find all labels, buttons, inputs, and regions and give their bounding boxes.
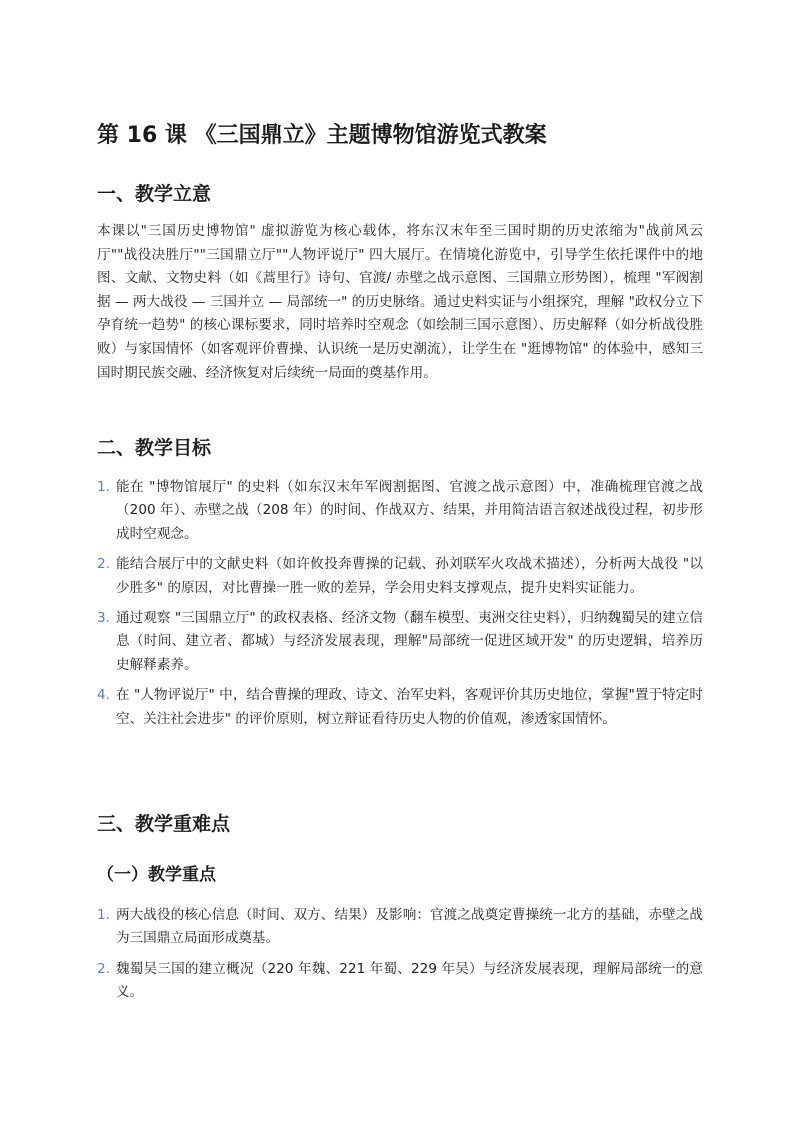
key-points-list [97, 904, 703, 1012]
list-item [97, 958, 703, 1005]
list-item [97, 553, 703, 600]
teaching-goals-list [97, 476, 703, 738]
subsection-heading-key-points: （一）教学重点 [97, 865, 216, 885]
list-item-text: 在 "人物评说厅" 中，结合曹操的理政、诗文、治军史料，客观评价其历史地位，掌握"置于特定时空、关注社会进步" 的评价原则，树立辩证看待历史人物的价值观，渗透家国情怀。 [116, 687, 703, 727]
list-item-text: 两大战役的核心信息（时间、双方、结果）及影响：官渡之战奠定曹操统一北方的基础，赤壁之战为三国鼎立局面形成奠基。 [116, 907, 703, 947]
section-heading-teaching-intent: 一、教学立意 [97, 183, 212, 205]
list-item-text: 通过观察 "三国鼎立厅" 的政权表格、经济文物（翻车模型、夷洲交往史料），归纳魏蜀吴的建立信息（时间、建立者、都城）与经济发展表现，理解"局部统一促进区域开发" 的历史逻辑，培养历史解释素养。 [116, 610, 703, 673]
list-number: 3. [97, 610, 110, 627]
list-number: 2. [97, 556, 110, 573]
list-item-text: 能在 "博物馆展厅" 的史料（如东汉末年军阀割据图、官渡之战示意图）中，准确梳理官渡之战（200 年）、赤壁之战（208 年）的时间、作战双方、结果，并用简洁语言叙述战役过程，初步形成时空观念。 [116, 479, 703, 542]
list-number: 1. [97, 907, 110, 923]
section-heading-key-difficult-points: 三、教学重难点 [97, 813, 231, 835]
list-item-text: 魏蜀吴三国的建立概况（220 年魏、221 年蜀、229 年吴）与经济发展表现，理解局部统一的意义。 [116, 960, 703, 1001]
list-item [97, 476, 703, 546]
document-title: 第 16 课 《三国鼎立》主题博物馆游览式教案 [97, 123, 547, 148]
list-item [97, 607, 703, 677]
list-item [97, 684, 703, 731]
section-heading-teaching-goals: 二、教学目标 [97, 437, 212, 459]
list-item-text: 能结合展厅中的文献史料（如许攸投奔曹操的记载、孙刘联军火攻战术描述），分析两大战役 "以少胜多" 的原因，对比曹操一胜一败的差异，学会用史料支撑观点，提升史料实证能力。 [116, 556, 703, 596]
list-number: 1. [97, 479, 110, 495]
list-number: 2. [97, 960, 110, 977]
list-number: 4. [97, 687, 110, 704]
teaching-intent-paragraph: 本课以"三国历史博物馆" 虚拟游览为核心载体，将东汉末年至三国时期的历史浓缩为"战前风云厅""战役决胜厅""三国鼎立厅""人物评说厅" 四大展厅。在情境化游览中，引导学生依托课件中的地图、文献、文物史料（如《蒿里行》诗句、官渡/ 赤壁之战示意图、三国鼎立形势图），梳理 "军阀割据 — 两大战役 — 三国并立 — 局部统一" 的历史脉络。通过史料实证与小组探究，理解 "政权分立下孕育统一趋势" 的核心课标要求，同时培养时空观念（如绘制三国示意图）、历史解释（如分析战役胜败）与家国情怀（如客观评价曹操、认识统一是历史潮流），让学生在 "逛博物馆" 的体验中，感知三国时期民族交融、经济恢复对后续统一局面的奠基作用。 [97, 223, 703, 381]
list-item [97, 904, 703, 951]
